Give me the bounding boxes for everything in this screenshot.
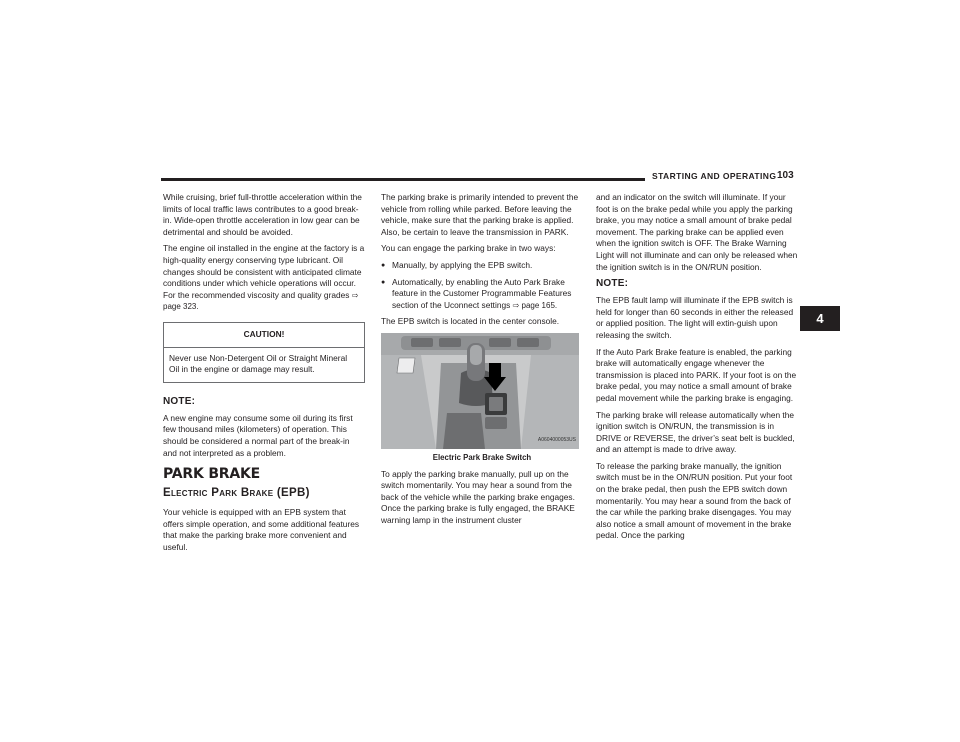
header-title: STARTING AND OPERATING [652, 171, 777, 181]
center-console-illustration [381, 333, 579, 449]
page-reference-link[interactable]: ⇨ page 165. [512, 300, 558, 310]
paragraph [163, 243, 365, 313]
header-rule [161, 178, 645, 181]
list-item-text: Automatically, by enabling the Auto Park Brake feature in the Customer Programmable Features section of the Uconnect settings [392, 276, 572, 310]
paragraph: To release the parking brake manually, the ignition switch must be in the ON/RUN position. Put your foot on the brake pedal, then push the EPB switch down momentarily. You may hear a sound from the back of the car while the parking brake disengages. You may also notice a small amount of movement in the brake pedal. Once the parking [596, 460, 793, 541]
paragraph: The parking brake is primarily intended to prevent the vehicle from rolling while parked. Before leaving the vehicle, make sure that the parking brake is applied. Also, be certain to leave the transmission in PARK. [381, 192, 579, 237]
paragraph: The parking brake will release automatically when the ignition switch is ON/RUN, the transmission is in DRIVE or REVERSE, the driver’s seat belt is buckled, and an attempt is made to drive away. [596, 409, 795, 455]
paragraph: If the Auto Park Brake feature is enabled, the parking brake will automatically engage whenever the transmission is placed into PARK. If your foot is on the brake pedal, you may notice a small amount of brake pedal movement while the parking brake is engaging. [596, 346, 797, 403]
column-3 [596, 192, 798, 547]
paragraph: and an indicator on the switch will illuminate. If your foot is on the brake pedal while you apply the parking brake, you may notice a small amount of brake pedal movement. The parking brake can be applied even when the ignition switch is OFF. The Brake Warning Light will not illuminate and can only be released when the ignition switch is in the ON/RUN position. [596, 192, 798, 272]
paragraph: To apply the parking brake manually, pull up on the switch momentarily. You may hear a sound from the back of the vehicle while the parking brake engages. Once the parking brake is fully engaged, the BRAKE warning lamp in the instrument cluster [381, 468, 575, 525]
list-item [381, 277, 583, 312]
paragraph: You can engage the parking brake in two ways: [381, 243, 556, 254]
epb-switch-figure [381, 333, 579, 449]
paragraph: While cruising, brief full-throttle acceleration within the limits of local traffic laws contributes to a good break-in. Wide-open throttle acceleration in low gear can be detrimental and should be avoided. [163, 192, 362, 237]
column-2 [381, 192, 583, 532]
caution-title: CAUTION! [164, 323, 364, 348]
paragraph: The EPB switch is located in the center console. [381, 316, 560, 327]
column-1 [163, 192, 365, 559]
figure-caption: Electric Park Brake Switch [432, 452, 532, 462]
chapter-tab[interactable]: 4 [800, 306, 840, 331]
subsection-title: Electric Park Brake (EPB) [163, 486, 310, 499]
paragraph-text: The engine oil installed in the engine at the factory is a high-quality energy conserving type lubricant. Oil changes should be consistent with anticipated climate conditions under which vehicle operations will occur. For the recommended viscosity and quality grades [163, 243, 365, 300]
note-text: The EPB fault lamp will illuminate if the EPB switch is held for longer than 60 seconds in either the released or applied position. The light will extin-guish upon releasing the switch. [596, 295, 794, 340]
caution-text: Never use Non-Detergent Oil or Straight Mineral Oil in the engine or damage may result. [169, 352, 348, 375]
page-reference-link[interactable]: ⇨ page 323. [163, 290, 359, 312]
list-item: ● Manually, by applying the EPB switch. [381, 260, 583, 272]
bullet-list [381, 260, 583, 311]
figure-code: A0604000053US [537, 437, 576, 444]
paragraph: Your vehicle is equipped with an EPB system that offers simple operation, and some additional features that make the parking brake more convenient and useful. [163, 507, 360, 553]
section-title: PARK BRAKE [163, 466, 261, 483]
page-number: 103 [777, 170, 794, 181]
note-label: NOTE: [163, 395, 196, 407]
note-text: A new engine may consume some oil during its first few thousand miles (kilometers) of operation. This should be considered a normal part of the break-in and not interpreted as a problem. [163, 412, 353, 458]
note-label: NOTE: [596, 278, 629, 290]
caution-box [163, 322, 365, 383]
